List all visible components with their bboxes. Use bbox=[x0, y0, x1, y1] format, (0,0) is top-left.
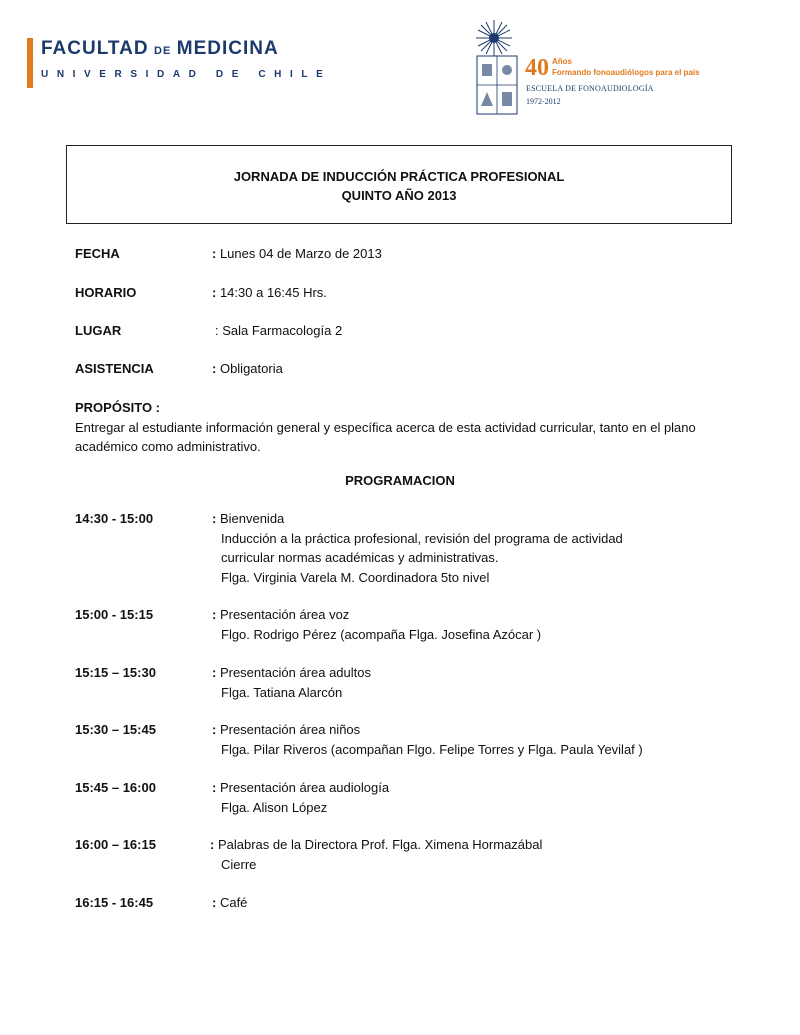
schedule-entry: : Café bbox=[212, 895, 248, 910]
schedule-time: 15:30 – 15:45 bbox=[75, 722, 156, 737]
schedule-detail: Flga. Virginia Varela M. Coordinadora 5to nivel bbox=[221, 569, 490, 585]
schedule-time: 15:45 – 16:00 bbox=[75, 780, 156, 795]
schedule-title: Presentación área audiología bbox=[219, 780, 390, 795]
schedule-title: Palabras de la Directora Prof. Flga. Ximena Hormazábal bbox=[217, 837, 543, 852]
proposito-text: Entregar al estudiante información general y específica acerca de esta actividad curricular, tanto en el plano académico como administrativo. bbox=[75, 420, 696, 454]
schedule-time: 14:30 - 15:00 bbox=[75, 511, 154, 526]
logo-word-facultad: FACULTAD bbox=[41, 38, 149, 59]
faculty-logo bbox=[27, 38, 332, 90]
schedule-entry: : Presentación área voz Flgo. Rodrigo Pérez (acompaña Flga. Josefina Azócar ) bbox=[212, 605, 541, 644]
info-label-fecha: FECHA bbox=[75, 246, 120, 261]
document-title: JORNADA DE INDUCCIÓN PRÁCTICA PROFESIONAL bbox=[233, 169, 565, 184]
logo-university-name: UNIVERSIDAD DE CHILE bbox=[41, 69, 332, 80]
anniversary-anos: Años bbox=[552, 57, 572, 66]
schedule-time: 16:15 - 16:45 bbox=[75, 895, 154, 910]
proposito-label: PROPÓSITO : bbox=[75, 400, 160, 415]
anniversary-slogan: Formando fonoaudiólogos para el país bbox=[552, 68, 700, 77]
anniversary-number: 40 bbox=[525, 55, 549, 81]
schedule-entry: : Palabras de la Directora Prof. Flga. Ximena Hormazábal Cierre bbox=[210, 835, 542, 874]
info-value-horario-text: 14:30 a 16:45 Hrs. bbox=[219, 285, 327, 300]
schedule-detail: Cierre bbox=[221, 856, 257, 872]
schedule-detail: Inducción a la práctica profesional, revisión del programa de actividad bbox=[221, 530, 623, 546]
schedule-detail: Flga. Pilar Riveros (acompañan Flgo. Felipe Torres y Flga. Paula Yevilaf ) bbox=[221, 741, 643, 757]
info-value-asistencia-text: Obligatoria bbox=[219, 361, 283, 376]
schedule-detail: curricular normas académicas y administrativas. bbox=[221, 550, 499, 565]
schedule-detail: Flga. Tatiana Alarcón bbox=[221, 684, 343, 700]
title-box bbox=[66, 145, 732, 224]
schedule-title: Presentación área voz bbox=[219, 607, 350, 622]
logo-accent-bar bbox=[27, 38, 33, 88]
school-name: ESCUELA DE FONOAUDIOLOGÍA bbox=[526, 84, 654, 93]
info-label-lugar: LUGAR bbox=[75, 323, 122, 338]
school-anniversary-logo bbox=[474, 18, 700, 120]
schedule-detail: Flga. Alison López bbox=[221, 799, 328, 815]
school-years: 1972-2012 bbox=[526, 97, 561, 106]
document-subtitle: QUINTO AÑO 2013 bbox=[341, 188, 457, 203]
university-crest-icon bbox=[474, 18, 524, 120]
info-value-horario: : 14:30 a 16:45 Hrs. bbox=[212, 285, 327, 300]
info-label-horario: HORARIO bbox=[75, 285, 137, 300]
logo-word-medicina: MEDICINA bbox=[176, 38, 279, 59]
schedule-title: Presentación área adultos bbox=[219, 665, 371, 680]
schedule-detail: Flgo. Rodrigo Pérez (acompaña Flga. Josefina Azócar ) bbox=[221, 626, 542, 642]
schedule-entry: : Bienvenida Inducción a la práctica profesional, revisión del programa de actividad curricular normas académicas y administrativas. Flga. Virginia Varela M. Coordinadora 5to nivel bbox=[212, 509, 623, 587]
programacion-title: PROGRAMACION bbox=[345, 473, 455, 488]
info-value-fecha: : Lunes 04 de Marzo de 2013 bbox=[212, 246, 382, 261]
info-value-asistencia: : Obligatoria bbox=[212, 361, 283, 376]
info-value-lugar: : Sala Farmacología 2 bbox=[215, 323, 343, 338]
schedule-title: Bienvenida bbox=[219, 511, 285, 526]
info-value-lugar-text: Sala Farmacología 2 bbox=[222, 323, 343, 338]
schedule-time: 16:00 – 16:15 bbox=[75, 837, 156, 852]
schedule-time: 15:15 – 15:30 bbox=[75, 665, 156, 680]
schedule-entry: : Presentación área adultos Flga. Tatiana Alarcón bbox=[212, 663, 371, 702]
info-value-fecha-text: Lunes 04 de Marzo de 2013 bbox=[219, 246, 382, 261]
schedule-time: 15:00 - 15:15 bbox=[75, 607, 154, 622]
schedule-title: Presentación área niños bbox=[219, 722, 361, 737]
logo-word-de: DE bbox=[154, 45, 172, 57]
logo-faculty-name bbox=[41, 38, 279, 60]
info-label-asistencia: ASISTENCIA bbox=[75, 361, 154, 376]
schedule-entry: : Presentación área niños Flga. Pilar Riveros (acompañan Flgo. Felipe Torres y Flga. Paula Yevilaf ) bbox=[212, 720, 643, 759]
schedule-title: Café bbox=[219, 895, 248, 910]
schedule-entry: : Presentación área audiología Flga. Alison López bbox=[212, 778, 389, 817]
